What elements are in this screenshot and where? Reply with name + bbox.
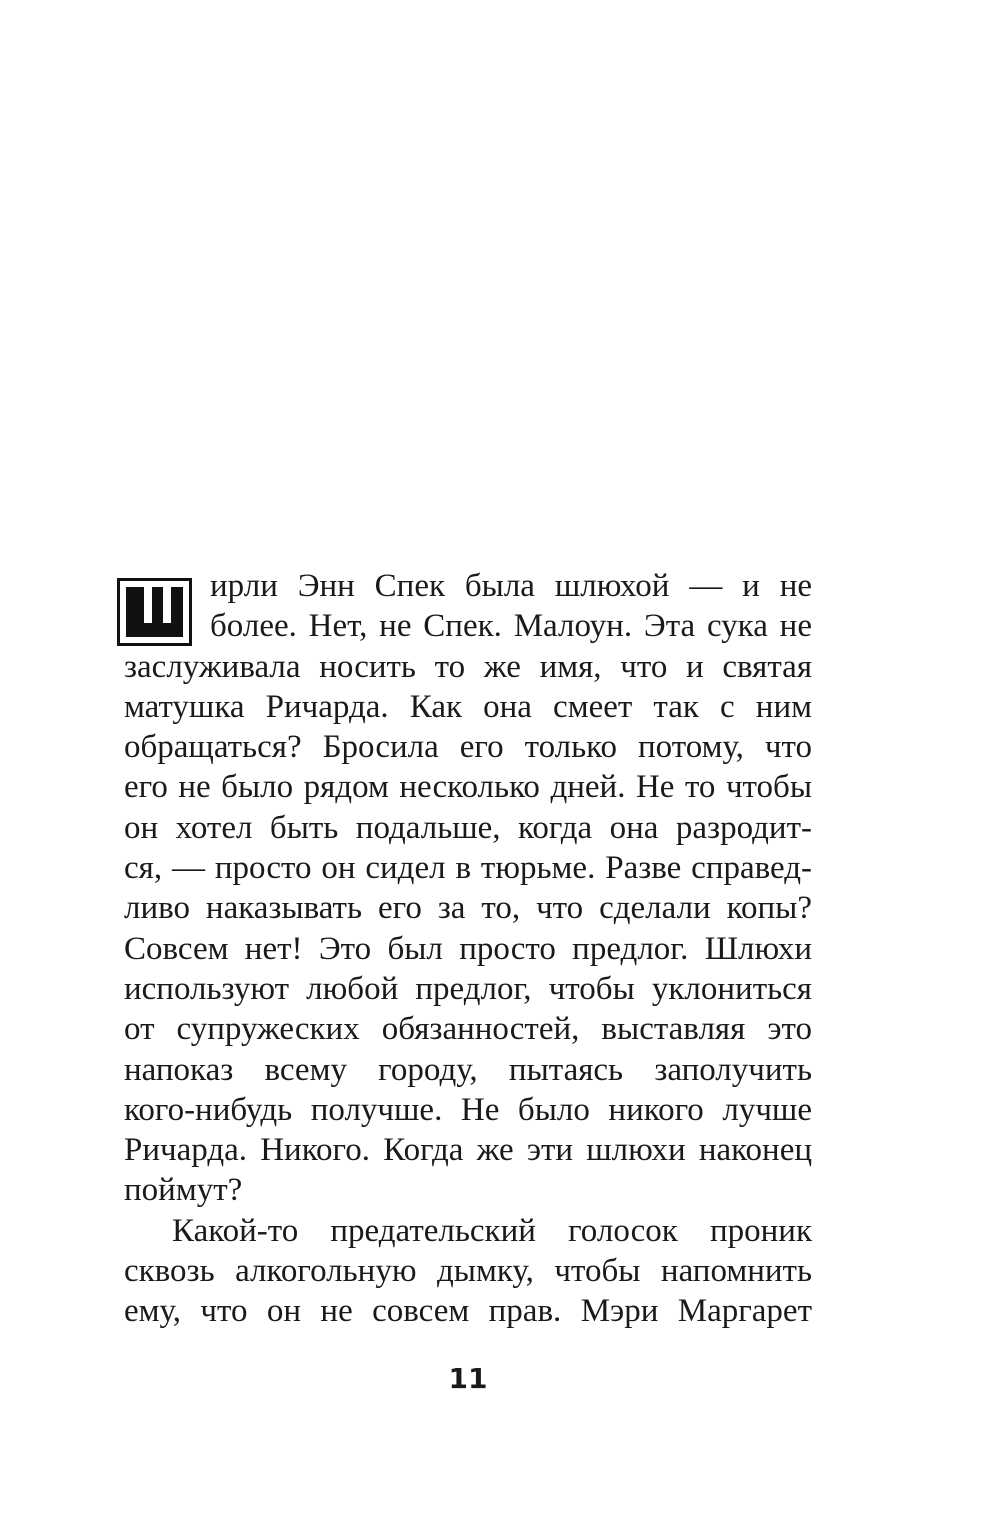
text-line: напоказ всему городу, пытаясь заполучить [124, 1051, 812, 1088]
text-line: от супружеских обязанностей, выставляя это [124, 1011, 812, 1048]
text-line: используют любой предлог, чтобы уклониться [124, 970, 812, 1007]
body-text [124, 566, 812, 1332]
text-line: обращаться? Бросила его только потому, что [124, 729, 812, 766]
text-line: поймут? [124, 1172, 243, 1209]
text-line: Ричарда. Никого. Когда же эти шлюхи наконец [124, 1132, 812, 1169]
text-line: более. Нет, не Спек. Малоун. Эта сука не [210, 608, 812, 645]
text-line: Совсем нет! Это был просто предлог. Шлюхи [124, 930, 812, 967]
text-line: ему, что он не совсем прав. Мэри Маргарет [124, 1293, 812, 1330]
paragraph [124, 1211, 812, 1332]
text-line: он хотел быть подальше, когда она разродит- [124, 809, 812, 846]
text-line: заслуживала носить то же имя, что и святая [124, 648, 812, 685]
text-line: ирли Энн Спек была шлюхой — и не [210, 568, 812, 604]
text-line: Какой-то предательский голосок проник [172, 1212, 812, 1249]
text-line: сквозь алкогольную дымку, чтобы напомнить [124, 1253, 812, 1290]
text-line: ся, — просто он сидел в тюрьме. Разве справед- [124, 850, 812, 887]
paragraph [124, 566, 812, 1211]
text-line: его не было рядом несколько дней. Не то чтобы [124, 769, 812, 806]
drop-cap-letter [120, 581, 121, 582]
text-line: ливо наказывать его за то, что сделали копы? [124, 890, 812, 927]
text-line: матушка Ричарда. Как она смеет так с ним [124, 688, 812, 725]
text-line: кого-нибудь получше. Не было никого лучше [124, 1091, 812, 1128]
page-number: 11 [448, 1362, 488, 1395]
